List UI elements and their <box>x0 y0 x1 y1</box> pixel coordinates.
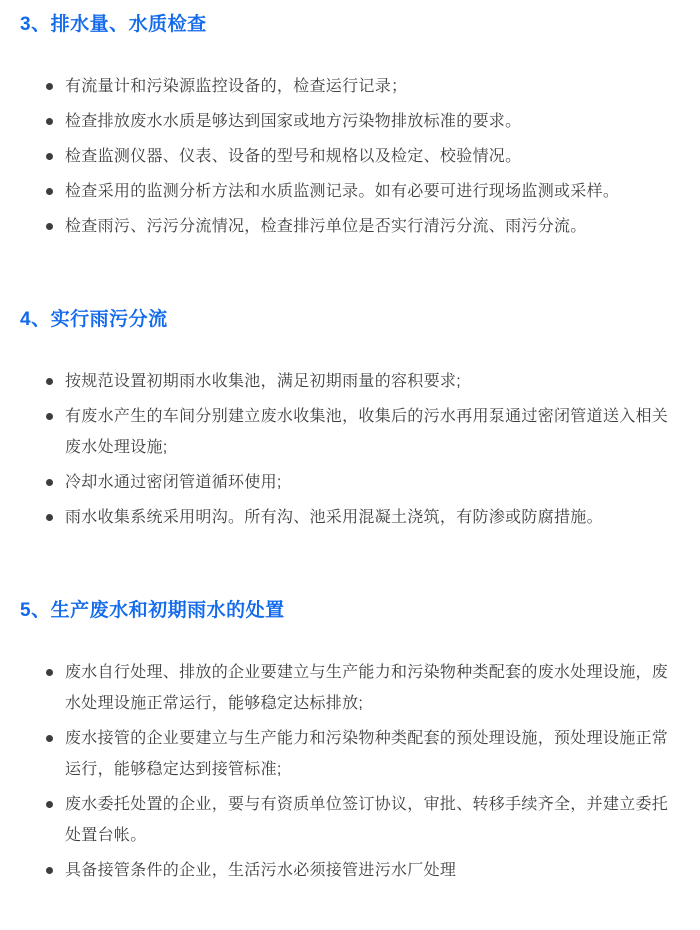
list-item-text: 具备接管条件的企业，生活污水必须接管进污水厂处理 <box>65 862 457 879</box>
list-item-text: 废水接管的企业要建立与生产能力和污染物种类配套的预处理设施，预处理设施正常运行，能够稳定达到接管标准; <box>65 730 669 778</box>
list-item-text: 检查雨污、污污分流情况，检查排污单位是否实行清污分流、雨污分流。 <box>65 218 587 235</box>
list-item <box>65 176 682 207</box>
bullet-icon <box>46 118 53 125</box>
list-item-text: 废水委托处置的企业，要与有资质单位签订协议，审批、转移手续齐全，并建立委托处置台帐。 <box>65 796 669 844</box>
list-item <box>65 657 682 719</box>
bullet-icon <box>46 378 53 385</box>
bullet-icon <box>46 153 53 160</box>
bullet-icon <box>46 867 53 874</box>
list-item <box>65 401 682 463</box>
document <box>20 12 682 886</box>
list-item <box>65 141 682 172</box>
list-item-text: 冷却水通过密闭管道循环使用; <box>65 474 282 491</box>
bullet-icon <box>46 669 53 676</box>
section-wastewater-initial-rainwater-disposal <box>20 598 682 886</box>
list-item-text: 废水自行处理、排放的企业要建立与生产能力和污染物种类配套的废水处理设施，废水处理设施正常运行，能够稳定达标排放; <box>65 664 669 712</box>
bullet-icon <box>46 83 53 90</box>
bullet-list <box>20 366 682 533</box>
bullet-icon <box>46 413 53 420</box>
section-drainage-water-quality-check <box>20 12 682 242</box>
list-item <box>65 502 682 533</box>
bullet-list <box>20 71 682 242</box>
list-item-text: 检查监测仪器、仪表、设备的型号和规格以及检定、校验情况。 <box>65 148 522 165</box>
bullet-icon <box>46 801 53 808</box>
list-item <box>65 366 682 397</box>
section-heading: 3、排水量、水质检查 <box>20 14 207 35</box>
bullet-icon <box>46 188 53 195</box>
list-item-text: 检查排放废水水质是够达到国家或地方污染物排放标准的要求。 <box>65 113 522 130</box>
list-item <box>65 723 682 785</box>
bullet-icon <box>46 735 53 742</box>
bullet-icon <box>46 223 53 230</box>
list-item-text: 有流量计和污染源监控设备的，检查运行记录； <box>65 78 408 95</box>
list-item <box>65 467 682 498</box>
list-item-text: 有废水产生的车间分别建立废水收集池，收集后的污水再用泵通过密闭管道送入相关废水处理设施; <box>65 408 669 456</box>
section-heading: 5、生产废水和初期雨水的处置 <box>20 600 285 621</box>
bullet-icon <box>46 514 53 521</box>
bullet-icon <box>46 479 53 486</box>
list-item <box>65 211 682 242</box>
list-item <box>65 106 682 137</box>
list-item-text: 按规范设置初期雨水收集池，满足初期雨量的容积要求; <box>65 373 461 390</box>
section-rain-sewage-diversion <box>20 307 682 533</box>
list-item-text: 检查采用的监测分析方法和水质监测记录。如有必要可进行现场监测或采样。 <box>65 183 620 200</box>
list-item <box>65 71 682 102</box>
list-item-text: 雨水收集系统采用明沟。所有沟、池采用混凝土浇筑，有防渗或防腐措施。 <box>65 509 603 526</box>
list-item <box>65 855 682 886</box>
section-heading: 4、实行雨污分流 <box>20 309 168 330</box>
bullet-list <box>20 657 682 886</box>
list-item <box>65 789 682 851</box>
